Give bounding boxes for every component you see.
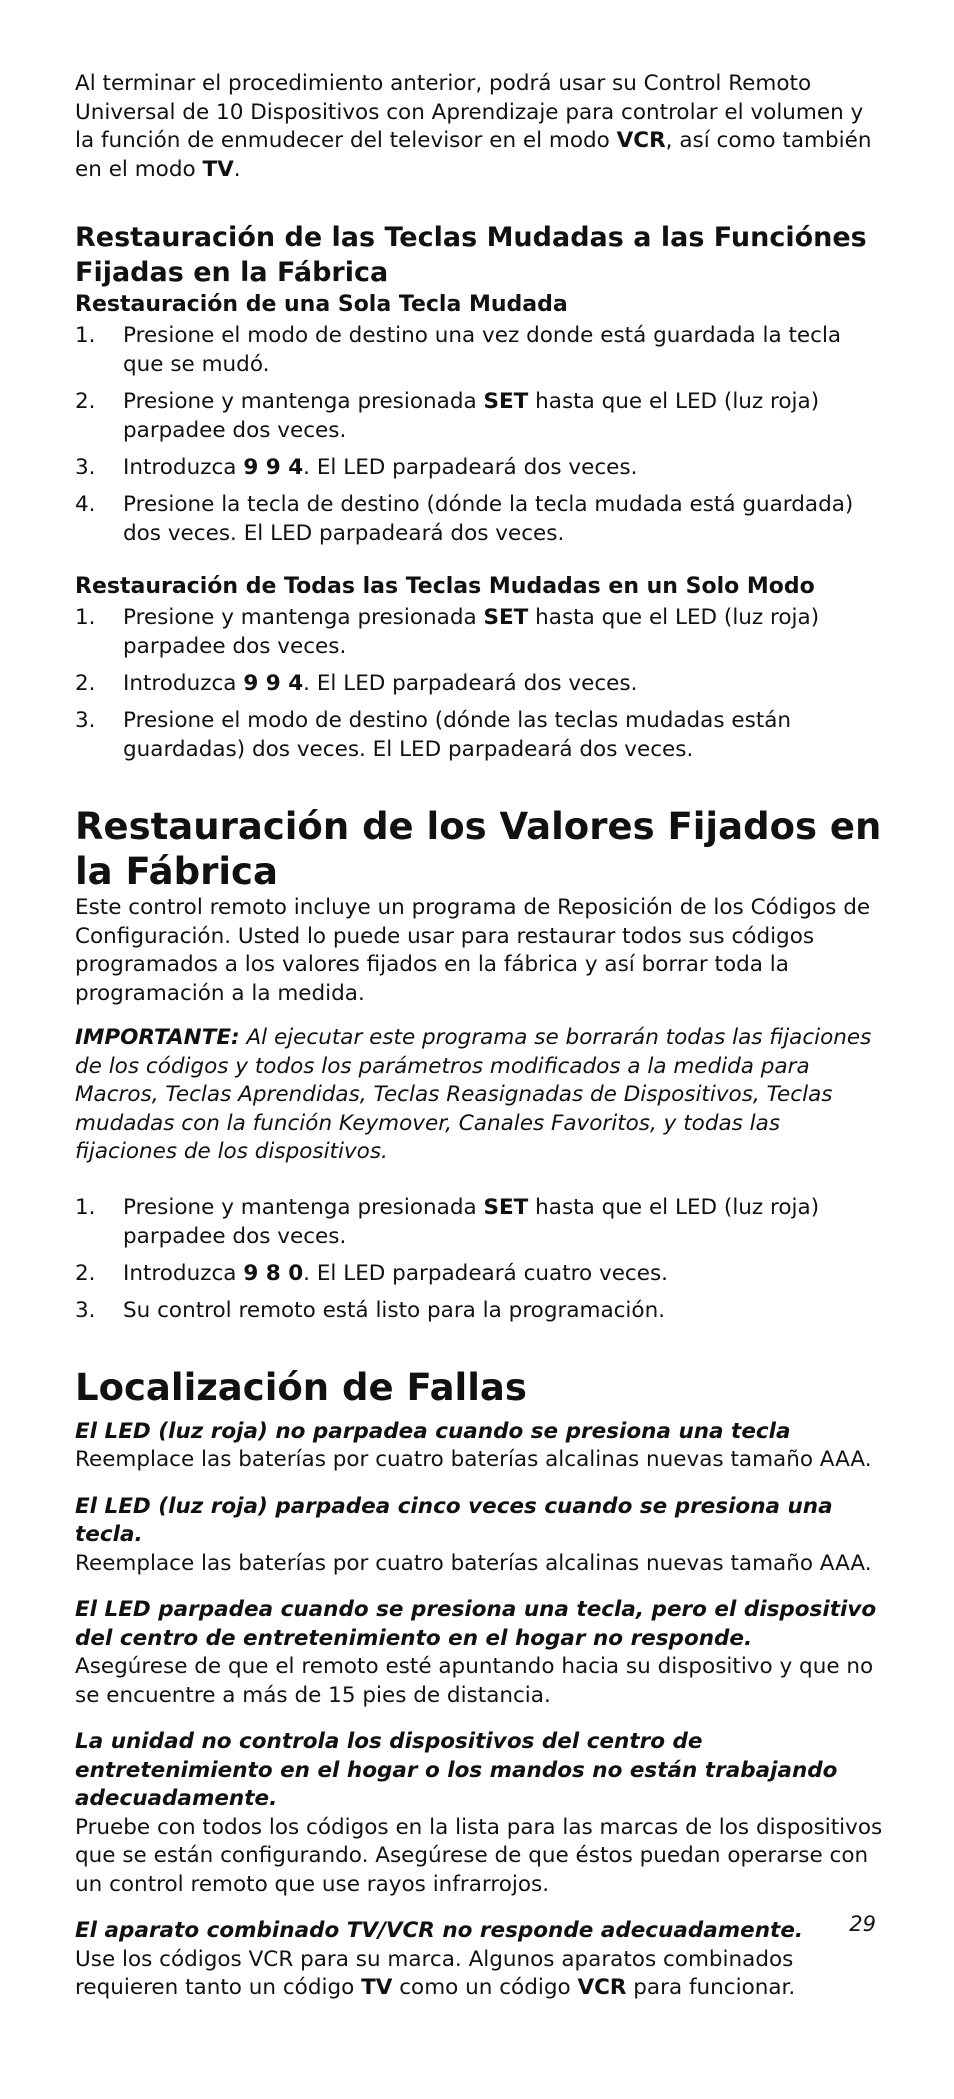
step-text: Presione el modo de destino (dónde las teclas mudadas están guardadas) dos veces. El LED parpadeará dos veces. (123, 708, 792, 762)
step-text: Presione la tecla de destino (dónde la tecla mudada está guardada) dos veces. El LED parpadeará dos veces. (123, 492, 854, 546)
troubleshooting-heading: Localización de Fallas (75, 1365, 527, 1409)
step-text: Presione el modo de destino una vez donde está guardada la tecla que se mudó. (123, 323, 842, 377)
intro-vcr-bold: VCR (616, 128, 666, 153)
step-item (75, 669, 885, 698)
step-text: Presione y mantenga presionada SET hasta que el LED (luz roja) parpadee dos veces. (123, 605, 820, 659)
step-number: 2. (75, 671, 96, 696)
step-text: Su control remoto está listo para la programación. (123, 1297, 666, 1323)
troubleshooting-item (75, 1418, 885, 1475)
step-number: 2. (75, 389, 96, 414)
issue-title: El LED parpadea cuando se presiona una tecla, pero el dispositivo del centro de entretenimiento en el hogar no responde. (75, 1597, 877, 1651)
step-item (75, 1296, 885, 1325)
step-text: Introduzca 9 9 4. El LED parpadeará dos veces. (123, 671, 638, 696)
troubleshooting-item (75, 1728, 885, 1899)
step-text: Introduzca 9 8 0. El LED parpadeará cuatro veces. (123, 1260, 669, 1286)
important-note (75, 1024, 885, 1167)
factory-reset-steps (75, 1193, 885, 1325)
step-item (75, 321, 885, 379)
all-keys-heading: Restauración de Todas las Teclas Mudadas en un Solo Modo (75, 574, 815, 599)
intro-text: , así como también en el modo (75, 128, 872, 182)
step-number: 3. (75, 455, 96, 480)
step-item (75, 453, 885, 482)
step-number: 3. (75, 708, 96, 733)
step-text: Presione y mantenga presionada SET hasta que el LED (luz roja) parpadee dos veces. (123, 1194, 820, 1249)
troubleshooting-item (75, 1917, 885, 2003)
step-item (75, 387, 885, 445)
single-key-heading: Restauración de una Sola Tecla Mudada (75, 292, 568, 317)
intro-text: Al terminar el procedimiento anterior, podrá usar su Control Remoto Universal de 10 Dispositivos con Aprendizaje para controlar el volumen y la función de enmudecer del televisor en el modo (75, 71, 864, 153)
single-key-steps (75, 321, 885, 548)
intro-text: . (233, 156, 241, 182)
issue-solution: Reemplace las baterías por cuatro baterías alcalinas nuevas tamaño AAA. (75, 1447, 872, 1472)
issue-solution: Pruebe con todos los códigos en la lista para las marcas de los dispositivos que se están configurando. Asegúrese de que éstos puedan operarse con un control remoto que use rayos infrarrojos. (75, 1814, 883, 1897)
step-number: 1. (75, 323, 96, 348)
intro-tv-bold: TV (202, 156, 234, 182)
factory-reset-heading: Restauración de los Valores Fijados en la Fábrica (75, 805, 882, 893)
step-number: 1. (75, 1194, 96, 1220)
issue-solution: Reemplace las baterías por cuatro baterías alcalinas nuevas tamaño AAA. (75, 1550, 872, 1576)
step-item (75, 1259, 885, 1288)
issue-title: El LED (luz roja) no parpadea cuando se presiona una tecla (75, 1418, 791, 1444)
step-item (75, 1193, 885, 1251)
important-text: Al ejecutar este programa se borrarán todas las fijaciones de los códigos y todos los parámetros modificados a la medida para Macros, Teclas Aprendidas, Teclas Reasignadas de Dispositivos, Teclas mudadas con la función Keymover, Canales Favoritos, y todas las fijaciones de los dispositivos. (75, 1025, 872, 1164)
step-item (75, 603, 885, 661)
issue-solution: Use los códigos VCR para su marca. Algunos aparatos combinados requieren tanto un código TV como un código VCR para funcionar. (75, 1946, 796, 2000)
restore-muted-heading: Restauración de las Teclas Mudadas a las Funciónes Fijadas en la Fábrica (75, 222, 867, 288)
troubleshooting-item (75, 1493, 885, 1579)
important-label: IMPORTANTE: (75, 1025, 240, 1050)
all-keys-steps (75, 603, 885, 764)
page-content (75, 70, 885, 2003)
page-number: 29 (849, 1912, 876, 1936)
step-item (75, 490, 885, 548)
factory-reset-body: Este control remoto incluye un programa de Reposición de los Códigos de Configuración. Usted lo puede usar para restaurar todos sus códigos programados a los valores fijados en la fábrica y así borrar toda la programación a la medida. (75, 895, 871, 1006)
issue-title: El aparato combinado TV/VCR no responde adecuadamente. (75, 1918, 804, 1943)
troubleshooting-item (75, 1596, 885, 1710)
issue-title: El LED (luz roja) parpadea cinco veces cuando se presiona una tecla. (75, 1493, 833, 1547)
step-item (75, 706, 885, 764)
step-text: Introduzca 9 9 4. El LED parpadeará dos veces. (123, 455, 638, 480)
step-number: 1. (75, 605, 96, 630)
step-text: Presione y mantenga presionada SET hasta que el LED (luz roja) parpadee dos veces. (123, 389, 820, 443)
step-number: 2. (75, 1260, 96, 1286)
step-number: 4. (75, 492, 96, 517)
issue-title: La unidad no controla los dispositivos del centro de entretenimiento en el hogar o los mandos no están trabajando adecuadamente. (75, 1729, 838, 1811)
step-number: 3. (75, 1297, 96, 1323)
intro-paragraph (75, 70, 885, 184)
issue-solution: Asegúrese de que el remoto esté apuntando hacia su dispositivo y que no se encuentre a más de 15 pies de distancia. (75, 1654, 874, 1708)
